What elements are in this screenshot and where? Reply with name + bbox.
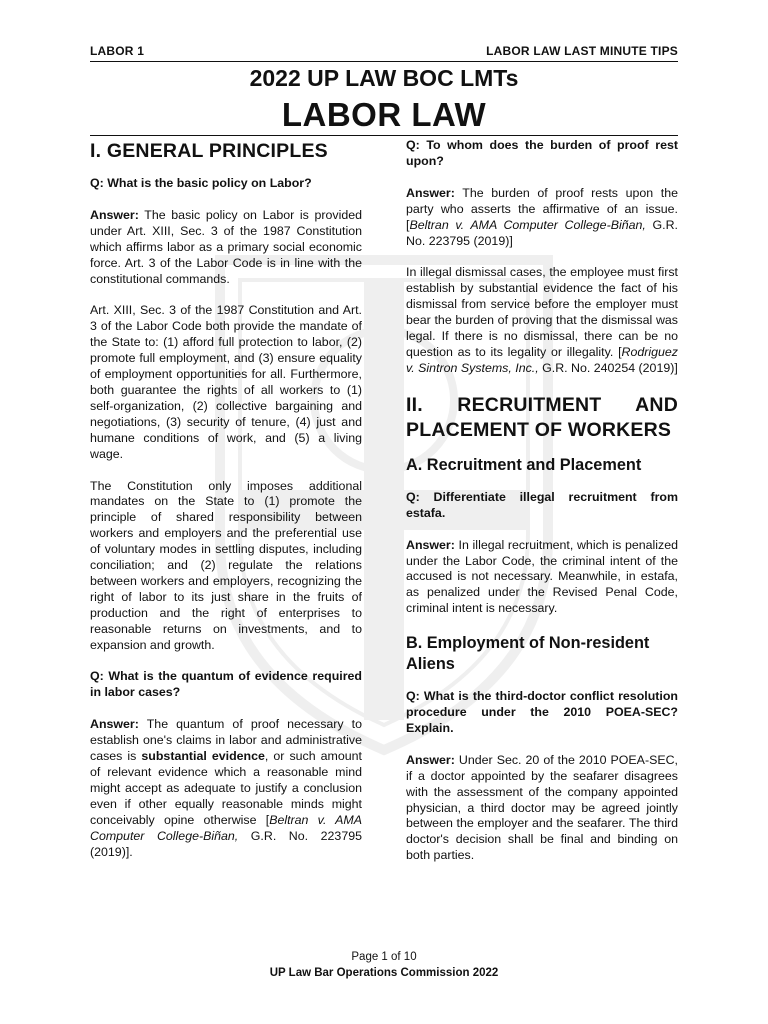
document-subtitle: LABOR LAW — [281, 96, 487, 133]
citation-rest: G.R. No. 223795 (2019)]. — [90, 828, 362, 859]
citation-rest: G.R. No. 240254 (2019)] — [538, 360, 678, 375]
answer-label: Answer: — [406, 185, 455, 200]
question-illegal-recruitment-estafa: Q: Differentiate illegal recruitment from estafa. — [406, 489, 678, 520]
citation-rest: G.R. No. 223795 (2019)] — [406, 217, 678, 248]
subheading-non-resident-aliens: B. Employment of Non-resident Aliens — [406, 634, 650, 674]
paragraph-constitution: The Constitution only imposes additional mandates on the State to (1) promote the principle of shared responsibility between workers and employers and the preferential use of voluntary modes in settling disputes, including conciliation; and (2) regulate the relations between workers and employers, recognizing the right of labor to its just share in the fruits of production and the right of enterprises to reasonable returns on investments, and to expansion and growth. — [90, 478, 362, 652]
left-column — [90, 138, 362, 876]
case-citation: Beltran v. AMA Computer College-Biñan, — [409, 217, 646, 232]
answer-burden-of-proof — [406, 186, 678, 250]
answer-label: Answer: — [406, 537, 455, 552]
answer-third-doctor — [406, 753, 678, 864]
paragraph-text: In illegal dismissal cases, the employee must first establish by substantial evidence the fact of his dismissal from service before the employer must bear the burden of proving that the dismissal was legal. If there is no dismissal, there can be no question as to its legality or illegality. [ — [406, 265, 678, 359]
answer-text: The quantum of proof necessary to establish one's claims in labor and administrative cases is — [90, 717, 362, 764]
page-footer — [0, 949, 768, 981]
paragraph-mandate: Art. XIII, Sec. 3 of the 1987 Constitution and Art. 3 of the Labor Code both provide the mandate of the State to: (1) afford full protection to labor, (2) promote full employment, and (3) ensure equality of employment opportunities for all. Furthermore, both guarantee the rights of all workers to (1) self-organization, (2) collective bargaining and negotiations, (3) security of tenure, (4) just and humane conditions of work, and (5) a living wage. — [90, 303, 362, 461]
header-left: LABOR 1 — [90, 44, 145, 58]
case-citation: Rodriguez v. Sintron Systems, Inc., — [406, 344, 678, 375]
answer-text: Under Sec. 20 of the 2010 POEA-SEC, if a doctor appointed by the seafarer disagrees with the assessment of the company appointed physician, a third doctor may be agreed jointly between the employer and the seafarer. The third doctor's decision shall be final and binding on both parties. — [406, 752, 678, 863]
case-citation: Beltran v. AMA Computer College-Biñan, — [90, 812, 362, 843]
answer-basic-policy — [90, 208, 362, 288]
subheading-recruitment-placement: A. Recruitment and Placement — [406, 455, 642, 474]
section-heading-general-principles: I. GENERAL PRINCIPLES — [90, 140, 328, 162]
page-number: Page 1 of 10 — [351, 951, 417, 963]
answer-label: Answer: — [90, 717, 139, 732]
right-column — [406, 138, 678, 880]
paragraph-illegal-dismissal — [406, 265, 678, 376]
section-heading-recruitment-line1: II. RECRUITMENT AND — [406, 393, 678, 416]
question-third-doctor: Q: What is the third-doctor conflict resolution procedure under the 2010 POEA-SEC? Explain. — [406, 689, 678, 735]
title-divider — [90, 135, 678, 136]
answer-quantum-evidence — [90, 717, 362, 860]
header-right: LABOR LAW LAST MINUTE TIPS — [486, 44, 678, 58]
section-heading-recruitment-line2: PLACEMENT OF WORKERS — [406, 418, 672, 441]
question-burden-of-proof: Q: To whom does the burden of proof rest upon? — [406, 138, 678, 168]
answer-label: Answer: — [90, 207, 139, 222]
footer-organization: UP Law Bar Operations Commission 2022 — [269, 967, 499, 979]
answer-illegal-recruitment-estafa — [406, 538, 678, 618]
answer-text: , or such amount of relevant evidence which a reasonable mind might accept as adequate to justify a conclusion even if other equally reasonable minds might conceivably opine otherwise [ — [90, 749, 362, 827]
answer-text: In illegal recruitment, which is penalized under the Labor Code, the criminal intent of the accused is not necessary. Meanwhile, in estafa, as penalized under the Revised Penal Code, criminal intent is necessary. — [406, 537, 678, 616]
answer-text: The basic policy on Labor is provided under Art. XIII, Sec. 3 of the 1987 Constitution which affirms labor as a primary social economic force. Art. 3 of the Labor Code is in line with the constitutional commands. — [90, 207, 362, 286]
question-quantum-evidence: Q: What is the quantum of evidence required in labor cases? — [90, 669, 362, 700]
document-title: 2022 UP LAW BOC LMTs — [249, 65, 519, 91]
emphasis-substantial-evidence: substantial evidence — [141, 749, 265, 764]
answer-label: Answer: — [406, 752, 455, 767]
answer-text: The burden of proof rests upon the party who asserts the affirmative of an issue. [ — [406, 185, 678, 232]
running-header — [90, 44, 678, 62]
question-basic-policy: Q: What is the basic policy on Labor? — [90, 176, 312, 190]
